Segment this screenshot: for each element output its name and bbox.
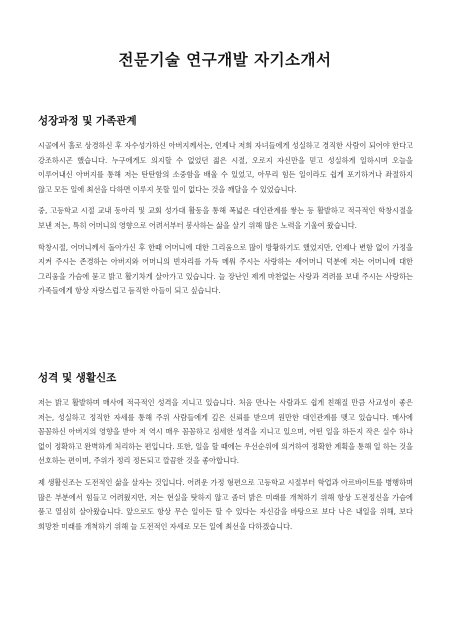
paragraph: 저는 밝고 활발하며 매사에 적극적인 성격을 지니고 있습니다. 처음 만나는 사람과도 쉽게 친해질 만큼 사교성이 좋은 저는, 성실하고 정직한 자세를 통해 주위 사람들에게 깊은 신뢰를 받으며 원만한 대인관계를 맺고 있습니다. 매사에 꼼꼼하신 아버지의 영향을 받아 저 역시 매우 꼼꼼하고 섬세한 성격을 지니고 있으며, 어떤 일을 하든지 작은 실수 하나 없이 정확하고 완벽하게 처리하는 편입니다. 또한, 일을 할 때에는 우선순위에 의거하여 정확한 계획을 통해 일 하는 것을 선호하는 편이며, 주위가 정리 정돈되고 깔끔한 것을 좋아합니다. [38, 398, 413, 466]
paragraph: 중, 고등학교 시절 교내 동아리 및 교회 성가대 활동을 통해 폭넓은 대인관계를 쌓는 등 활발하고 적극적인 학창시절을 보낸 저는, 특히 어머니의 영향으로 어려서부터 봉사하는 삶을 살기 위해 많은 노력을 기울여 왔습니다. [38, 206, 413, 230]
paragraph: 시골에서 홀로 상경하신 후 자수성가하신 아버지께서는, 언제나 저희 자녀들에게 성실하고 경직한 사람이 되어야 한다고 강조하시곤 했습니다. 누구에게도 의지할 수 없었던 젊은 시절, 오로지 자신만을 믿고 성실하게 일하시며 오늘을 이루어내신 아버지를 통해 저는 탄탄함의 소중함을 배울 수 있었고, 아무리 힘든 일이라도 쉽게 포기하거나 좌절하지 않고 모든 일에 최선을 다하면 이루지 못할 일이 없다는 것을 깨달을 수 있었습니다. [38, 141, 413, 194]
section-growth-family [38, 113, 413, 299]
paragraph: 제 생활신조는 도전적인 삶을 살자는 것입니다. 어려운 가정 형편으로 고등학교 시절부터 학업과 아르바이트를 병행하며 많은 부분에서 힘들고 어려웠지만, 저는 현실을 탓하지 않고 좀더 밝은 미래를 개척하기 위해 항상 도전정신을 가슴에 품고 열심히 살아왔습니다. 앞으로도 항상 무슨 일이든 할 수 있다는 자신감을 바탕으로 보다 나은 내일을 위해, 보다 희망찬 미래를 개척하기 위해 늘 도전적인 자세로 모든 일에 최선을 다하겠습니다. [38, 477, 413, 531]
section-heading: 성격 및 생활신조 [38, 372, 117, 384]
section-heading: 성장과정 및 가족관계 [38, 115, 137, 127]
paragraph: 학창시절, 어머니께서 돌아가신 후 한때 어머니에 대한 그리움으로 많이 방황하기도 했었지만, 언제나 변함 없이 가정을 지켜 주시는 존경하는 아버지와 어머니의 빈자리를 가득 메워 주시는 사랑하는 새어머니 덕분에 저는 어머니에 대한 그리움을 가슴에 묻고 밝고 활기차게 살아가고 있습니다. 늘 장난인 제게 마찬없는 사랑과 격려를 보내 주시는 사랑하는 가족들에게 항상 자랑스럽고 듬직한 아들이 되고 싶습니다. [38, 242, 413, 296]
document-title: 전문기술 연구개발 자기소개서 [118, 50, 332, 69]
section-personality-creed [38, 370, 413, 534]
